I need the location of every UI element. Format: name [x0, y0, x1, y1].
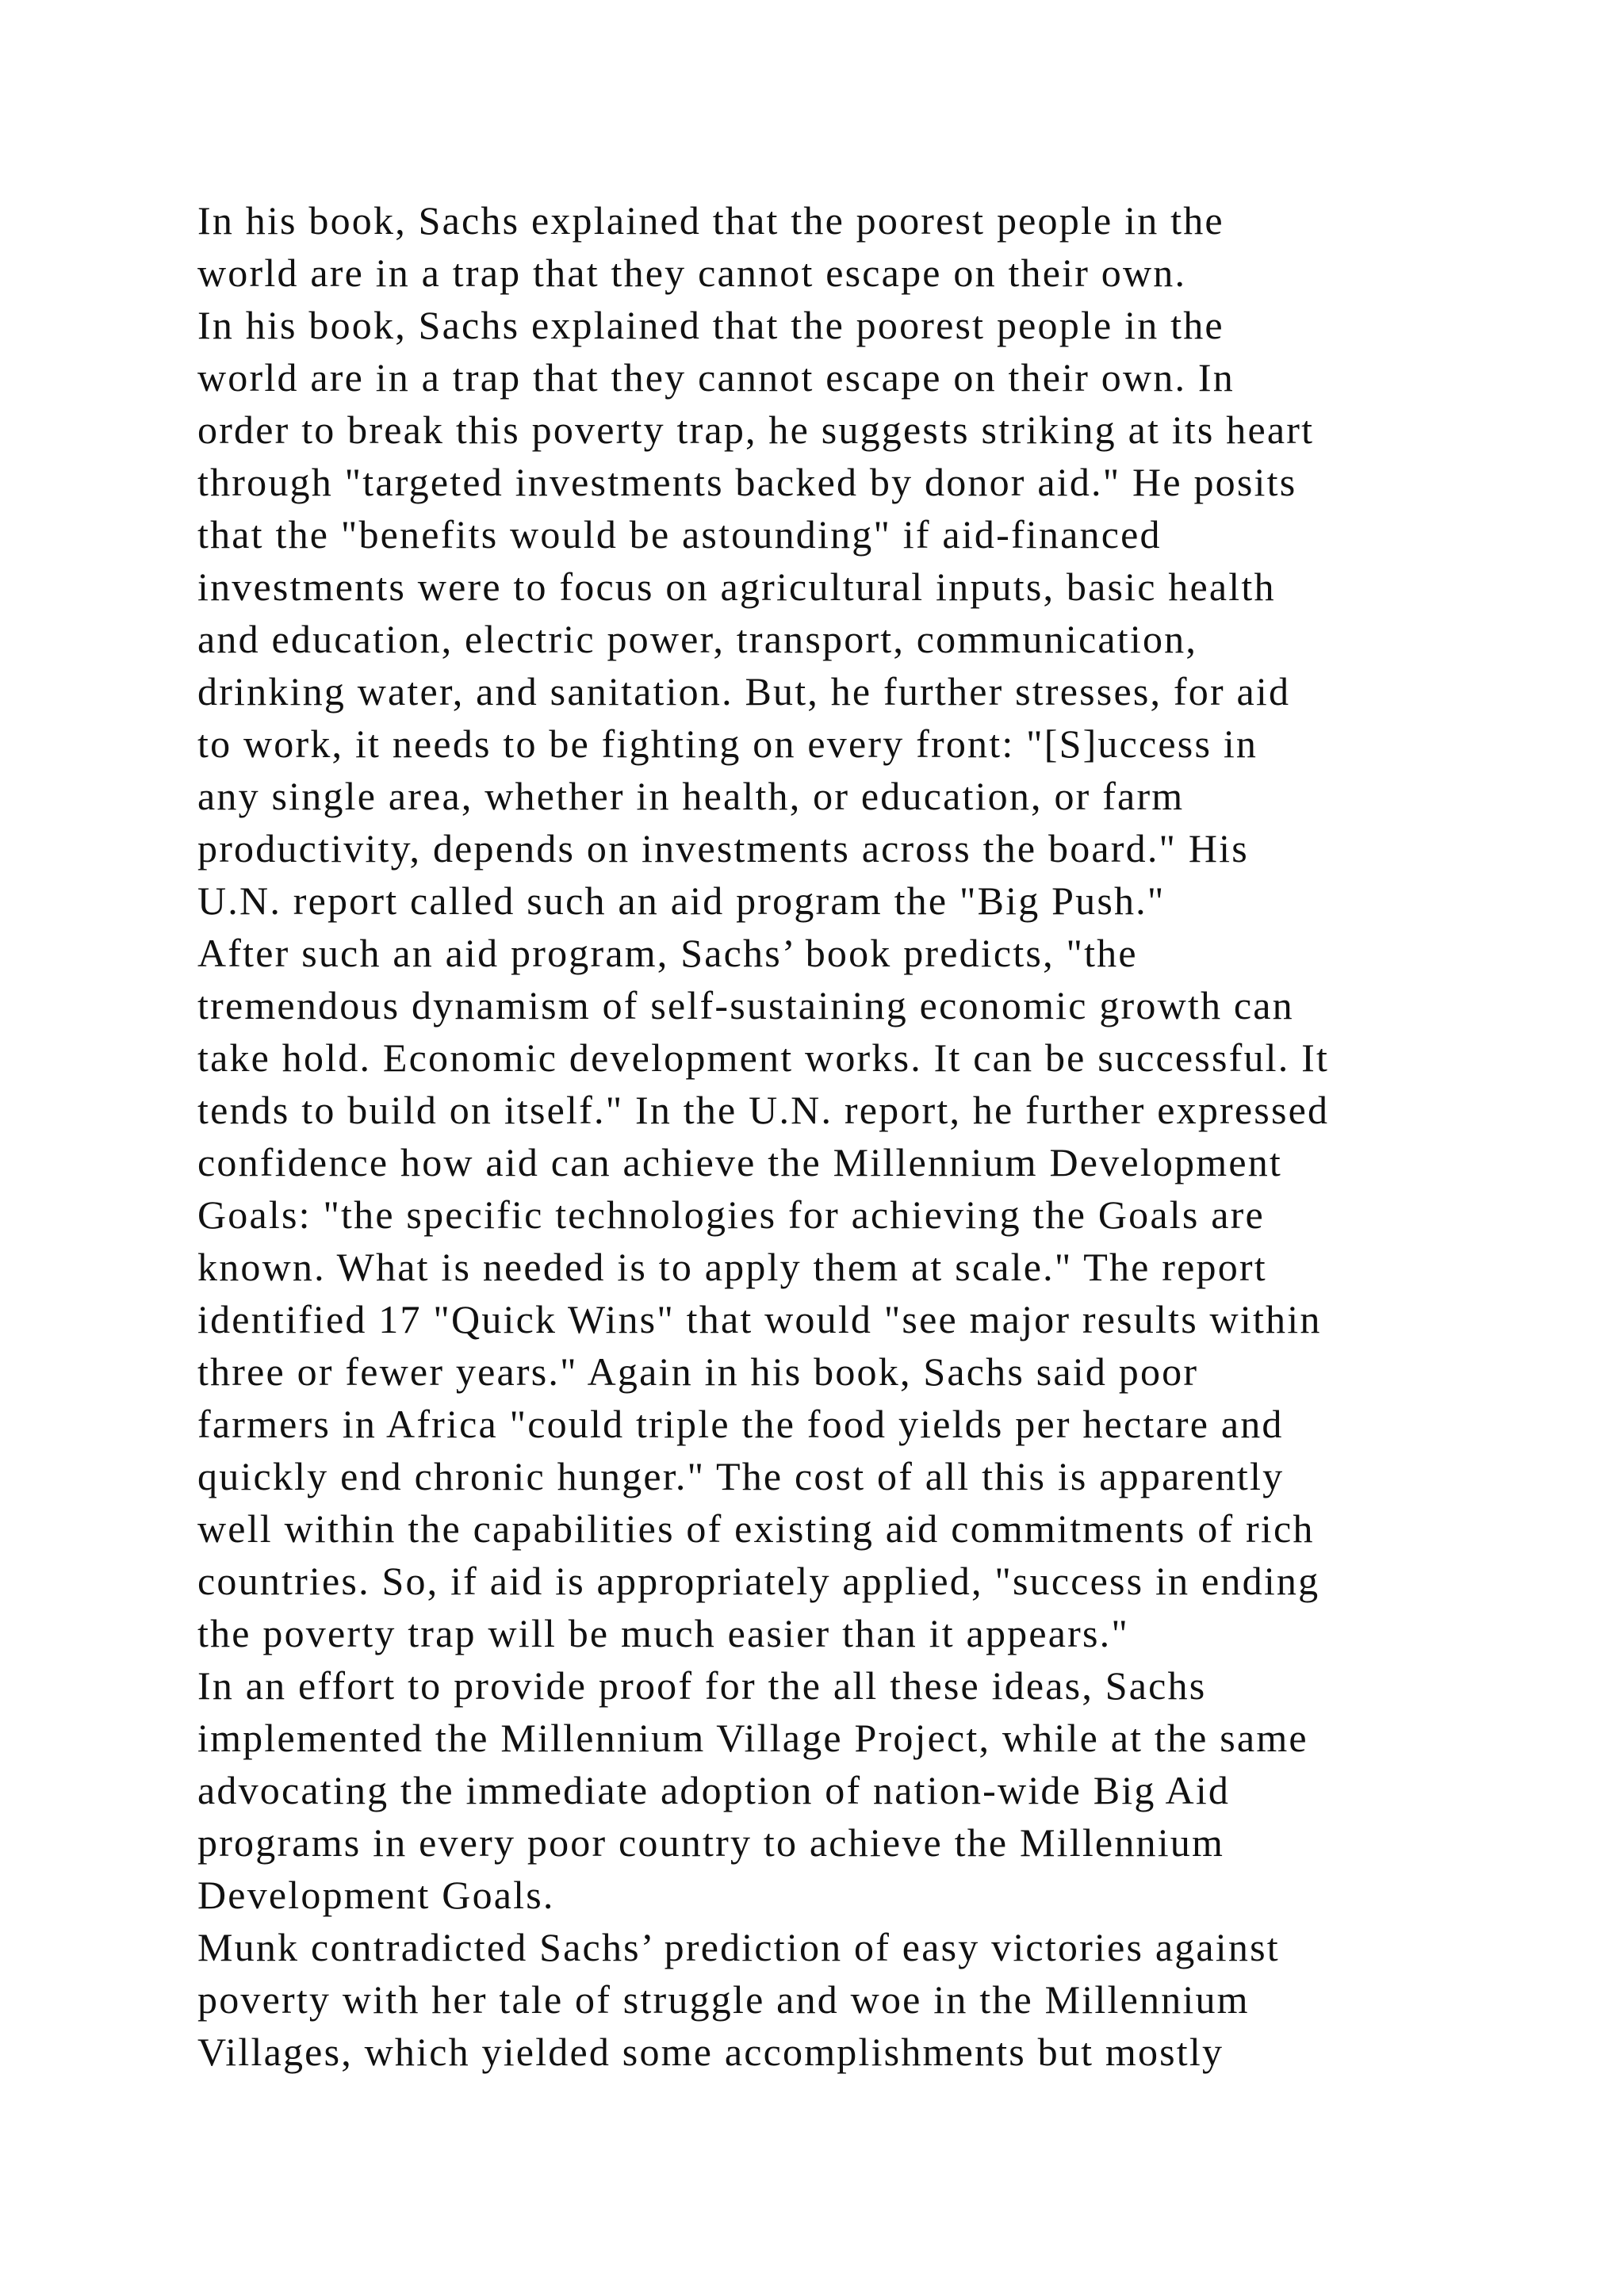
body-text — [197, 194, 1482, 2078]
text-line: tremendous dynamism of self-sustaining economic growth can — [197, 983, 1294, 1027]
text-line: advocating the immediate adoption of nation-wide Big Aid — [197, 1768, 1231, 1812]
text-line: world are in a trap that they cannot escape on their own. — [197, 251, 1187, 295]
text-line: programs in every poor country to achieve the Millennium — [197, 1820, 1225, 1865]
text-line: three or fewer years." Again in his book, Sachs said poor — [197, 1349, 1199, 1394]
text-line: tends to build on itself." In the U.N. report, he further expressed — [197, 1088, 1330, 1132]
text-line: In his book, Sachs explained that the poorest people in the — [197, 303, 1224, 347]
text-line: that the "benefits would be astounding" if aid-financed — [197, 512, 1162, 557]
text-line: known. What is needed is to apply them at scale." The report — [197, 1245, 1267, 1289]
text-line: In his book, Sachs explained that the poorest people in the — [197, 198, 1224, 243]
text-line: the poverty trap will be much easier than it appears." — [197, 1611, 1129, 1655]
text-line: U.N. report called such an aid program the "Big Push." — [197, 878, 1166, 923]
text-line: poverty with her tale of struggle and woe in the Millennium — [197, 1977, 1250, 2022]
text-line: quickly end chronic hunger." The cost of all this is apparently — [197, 1454, 1285, 1498]
text-line: productivity, depends on investments across the board." His — [197, 826, 1249, 871]
text-line: Development Goals. — [197, 1873, 555, 1917]
text-line: drinking water, and sanitation. But, he further stresses, for aid — [197, 669, 1291, 714]
text-line: and education, electric power, transport, communication, — [197, 617, 1198, 661]
text-line: Villages, which yielded some accomplishments but mostly — [197, 2030, 1224, 2074]
text-line: countries. So, if aid is appropriately applied, "success in ending — [197, 1559, 1320, 1603]
text-line: order to break this poverty trap, he suggests striking at its heart — [197, 408, 1315, 452]
text-line: Goals: "the specific technologies for achieving the Goals are — [197, 1192, 1265, 1237]
text-line: world are in a trap that they cannot escape on their own. In — [197, 355, 1235, 400]
text-line: farmers in Africa "could triple the food yields per hectare and — [197, 1402, 1284, 1446]
text-line: to work, it needs to be fighting on every front: "[S]uccess in — [197, 721, 1258, 766]
text-line: In an effort to provide proof for the all these ideas, Sachs — [197, 1663, 1207, 1708]
text-line: confidence how aid can achieve the Millennium Development — [197, 1140, 1283, 1184]
text-line: implemented the Millennium Village Project, while at the same — [197, 1716, 1308, 1760]
text-line: through "targeted investments backed by donor aid." He posits — [197, 460, 1297, 504]
text-line: well within the capabilities of existing aid commitments of rich — [197, 1506, 1315, 1551]
text-line: Munk contradicted Sachs’ prediction of easy victories against — [197, 1925, 1280, 1969]
text-line: take hold. Economic development works. It can be successful. It — [197, 1035, 1330, 1080]
text-line: identified 17 "Quick Wins" that would "see major results within — [197, 1297, 1322, 1341]
text-line: any single area, whether in health, or education, or farm — [197, 774, 1185, 818]
text-line: After such an aid program, Sachs’ book predicts, "the — [197, 931, 1138, 975]
text-line: investments were to focus on agricultural inputs, basic health — [197, 564, 1276, 609]
